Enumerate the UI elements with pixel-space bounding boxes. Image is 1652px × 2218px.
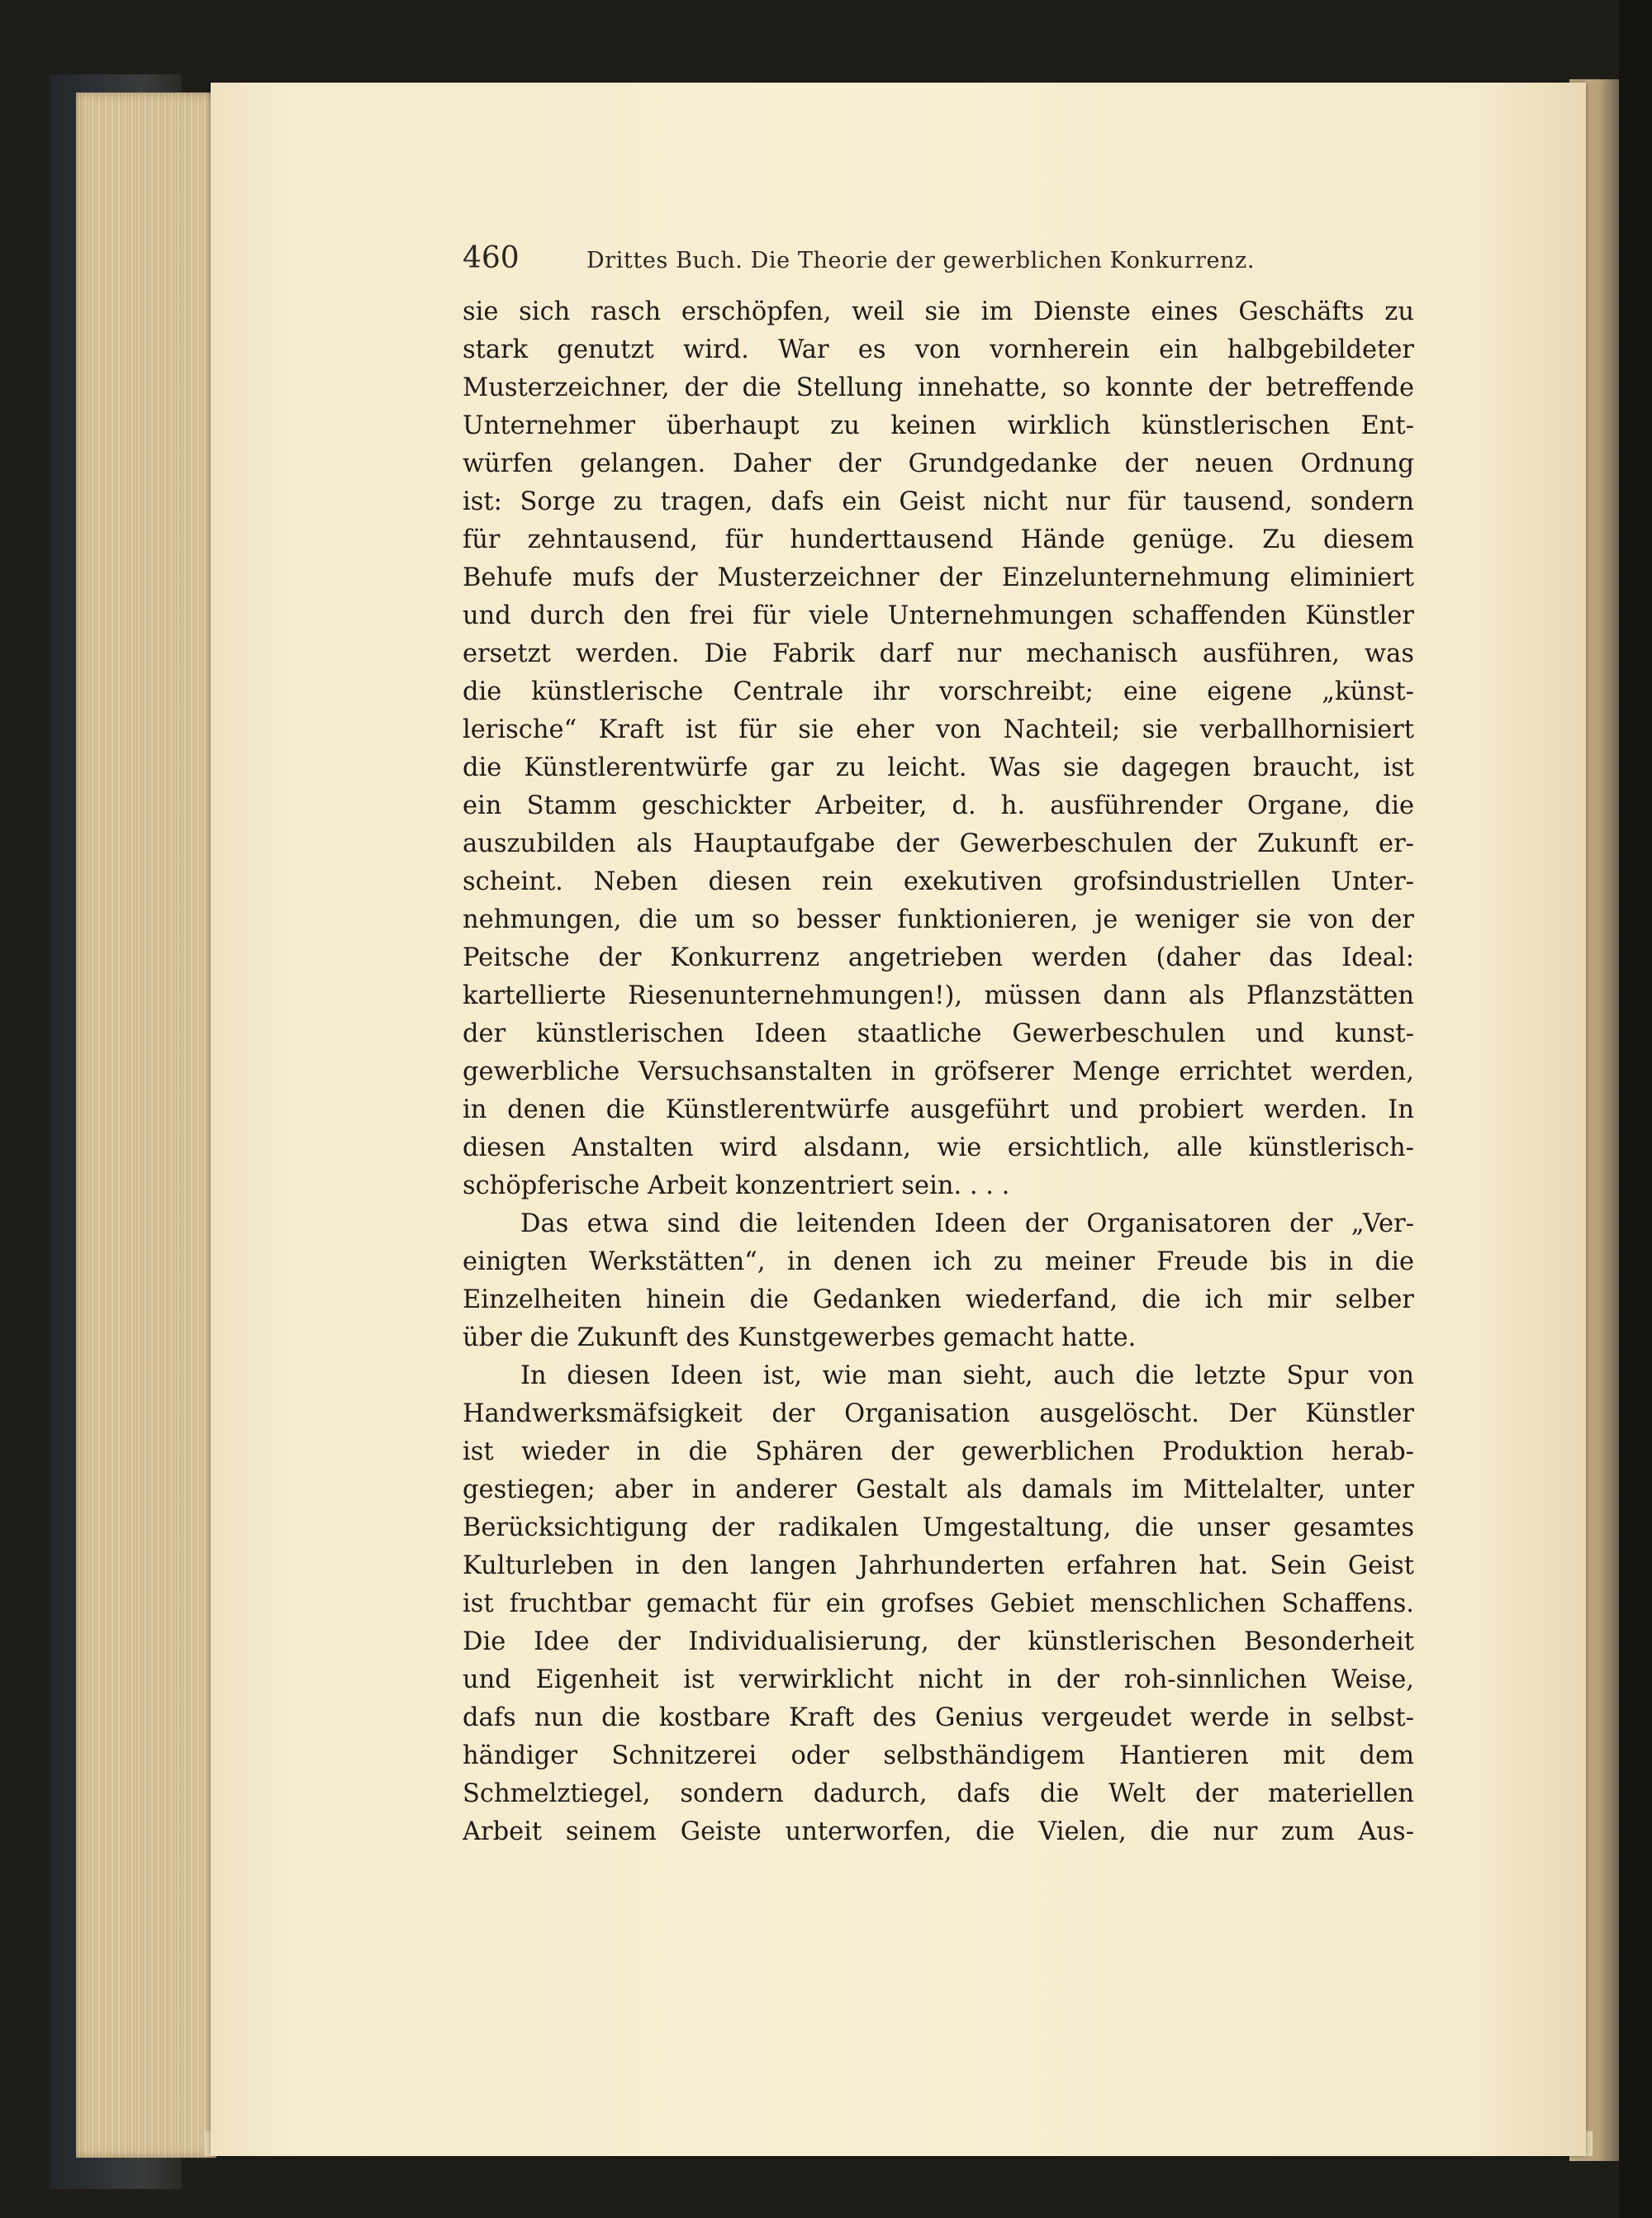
page-edges — [76, 93, 216, 2158]
text-line: sie sich rasch erschöpfen, weil sie im Dienste eines Geschäfts zu — [463, 297, 1414, 326]
text-line: In diesen Ideen ist, wie man sieht, auch die letzte Spur von — [520, 1361, 1414, 1390]
text-line: Kulturleben in den langen Jahrhunderten erfahren hat. Sein Geist — [463, 1551, 1414, 1580]
text-line: Einzelheiten hinein die Gedanken wiederfand, die ich mir selber — [463, 1285, 1414, 1314]
text-line: gestiegen; aber in anderer Gestalt als damals im Mittelalter, unter — [463, 1475, 1414, 1504]
text-line: lerische“ Kraft ist für sie eher von Nachteil; sie verballhornisiert — [463, 715, 1414, 744]
text-line: ist: Sorge zu tragen, dafs ein Geist nicht nur für tausend, sondern — [463, 487, 1414, 516]
text-line: Schmelztiegel, sondern dadurch, dafs die Welt der materiellen — [463, 1779, 1414, 1808]
text-line: über die Zukunft des Kunstgewerbes gemacht hatte. — [463, 1323, 1137, 1352]
text-line: ersetzt werden. Die Fabrik darf nur mechanisch ausführen, was — [463, 639, 1414, 668]
text-line: Handwerksmäfsigkeit der Organisation ausgelöscht. Der Künstler — [463, 1399, 1414, 1428]
text-line: und Eigenheit ist verwirklicht nicht in der roh-sinnlichen Weise, — [463, 1665, 1414, 1694]
text-line: scheint. Neben diesen rein exekutiven grofsindustriellen Unter- — [463, 867, 1414, 896]
page-number: 460 — [463, 241, 520, 275]
text-line: einigten Werkstätten“, in denen ich zu meiner Freude bis in die — [463, 1247, 1414, 1276]
text-line: in denen die Künstlerentwürfe ausgeführt und probiert werden. In — [463, 1095, 1414, 1124]
running-title: Drittes Buch. Die Theorie der gewerblichen Konkurrenz. — [586, 248, 1256, 273]
text-line: händiger Schnitzerei oder selbsthändigem Hantieren mit dem — [463, 1741, 1414, 1770]
text-line: ist wieder in die Sphären der gewerblichen Produktion herab- — [463, 1437, 1414, 1466]
body-text — [463, 293, 1414, 1851]
text-line: Peitsche der Konkurrenz angetrieben werden (daher das Ideal: — [463, 943, 1414, 972]
text-line: ein Stamm geschickter Arbeiter, d. h. ausführender Organe, die — [463, 791, 1414, 820]
text-line: nehmungen, die um so besser funktionieren, je weniger sie von der — [463, 905, 1414, 934]
text-line: ist fruchtbar gemacht für ein grofses Gebiet menschlichen Schaffens. — [463, 1589, 1414, 1618]
text-line: würfen gelangen. Daher der Grundgedanke der neuen Ordnung — [463, 449, 1414, 478]
text-line: Berücksichtigung der radikalen Umgestaltung, die unser gesamtes — [463, 1513, 1414, 1542]
text-line: kartellierte Riesenunternehmungen!), müssen dann als Pflanzstätten — [463, 981, 1414, 1010]
text-line: Behufe mufs der Musterzeichner der Einzelunternehmung eliminiert — [463, 563, 1414, 592]
text-line: der künstlerischen Ideen staatliche Gewerbeschulen und kunst- — [463, 1019, 1414, 1048]
text-line: die Künstlerentwürfe gar zu leicht. Was sie dagegen braucht, ist — [463, 753, 1414, 782]
text-line: die künstlerische Centrale ihr vorschreibt; eine eigene „künst- — [463, 677, 1414, 706]
text-line: und durch den frei für viele Unternehmungen schaffenden Künstler — [463, 601, 1414, 630]
text-line: diesen Anstalten wird alsdann, wie ersichtlich, alle künstlerisch- — [463, 1133, 1414, 1162]
text-line: dafs nun die kostbare Kraft des Genius vergeudet werde in selbst- — [463, 1703, 1414, 1732]
text-line: Musterzeichner, der die Stellung innehatte, so konnte der betreffende — [463, 373, 1414, 402]
text-line: für zehntausend, für hunderttausend Hände genüge. Zu diesem — [463, 525, 1414, 554]
text-line: auszubilden als Hauptaufgabe der Gewerbeschulen der Zukunft er- — [463, 829, 1414, 858]
background-edge — [1619, 0, 1652, 2218]
text-line: Unternehmer überhaupt zu keinen wirklich künstlerischen Ent- — [463, 411, 1414, 440]
text-line: schöpferische Arbeit konzentriert sein. . . . — [463, 1171, 1010, 1200]
text-line: gewerbliche Versuchsanstalten in gröfserer Menge errichtet werden, — [463, 1057, 1414, 1086]
text-line: Das etwa sind die leitenden Ideen der Organisatoren der „Ver- — [520, 1209, 1414, 1238]
running-header — [463, 241, 1412, 274]
text-line: Die Idee der Individualisierung, der künstlerischen Besonderheit — [463, 1627, 1414, 1656]
text-line: Arbeit seinem Geiste unterworfen, die Vielen, die nur zum Aus- — [463, 1817, 1414, 1846]
text-line: stark genutzt wird. War es von vornherein ein halbgebildeter — [463, 335, 1414, 364]
